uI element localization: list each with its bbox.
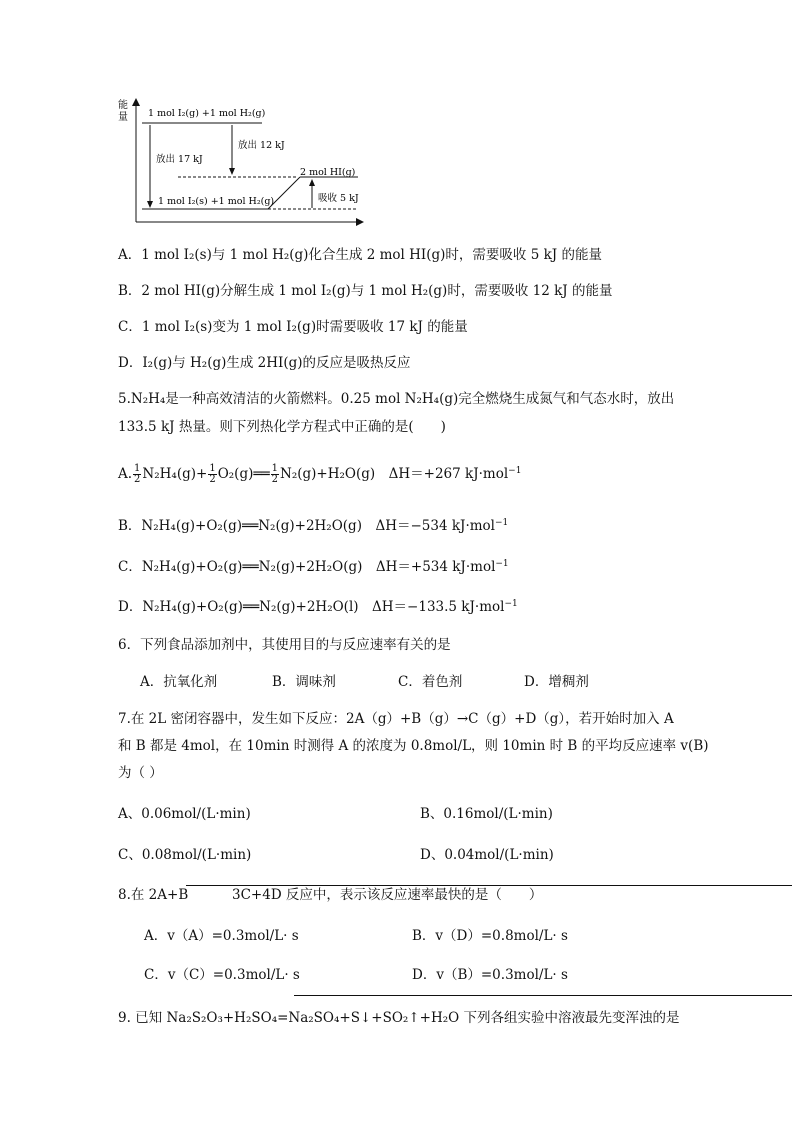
q4-option-c: C．1 mol I₂(s)变为 1 mol I₂(g)时需要吸收 17 kJ 的能量	[118, 319, 468, 335]
frac-numerator: 1	[271, 463, 278, 474]
q5-option-b	[118, 514, 508, 535]
frac-numerator: 1	[209, 463, 216, 474]
q7-option-d: D、0.04mol/(L·min)	[420, 847, 554, 863]
q6-option-a: A．抗氧化剂	[140, 674, 218, 690]
q5-stem-line1: 5.N₂H₄是一种高效清洁的火箭燃料。0.25 mol N₂H₄(g)完全燃烧生成氮气和气态水时，放出	[118, 391, 675, 407]
q7-stem-line2: 和 B 都是 4mol，在 10min 时测得 A 的浓度为 0.8mol/L，则 10min 时 B 的平均反应速率 v(B)	[118, 738, 709, 754]
q5-a-prefix: A.	[118, 466, 133, 482]
frac-denominator: 2	[209, 474, 216, 485]
q6-stem: 6．下列食品添加剂中，其使用目的与反应速率有关的是	[118, 637, 451, 653]
release12-label: 放出 12 kJ	[238, 140, 285, 151]
q5-a-exponent: −1	[508, 466, 522, 476]
q5-option-d	[118, 595, 518, 616]
q5-a-eq-part2: O₂(g)══	[217, 466, 270, 482]
fraction-half	[208, 464, 216, 485]
q5-a-eq-part3: N₂(g)+H₂O(g) ΔH＝+267 kJ·mol	[280, 466, 509, 482]
q8-option-d: D．v（B）=0.3mol/L· s	[412, 967, 568, 983]
q6-option-c: C．着色剂	[398, 674, 463, 690]
q9-stem: 9. 已知 Na₂S₂O₃+H₂SO₄=Na₂SO₄+S↓+SO₂↑+H₂O 下列各组实验中溶液最先变浑浊的是	[118, 1010, 680, 1026]
scan-rule-line	[294, 995, 792, 996]
energy-diagram	[112, 96, 372, 228]
release17-label: 放出 17 kJ	[156, 154, 203, 165]
q8-stem-part1: 8.在 2A+B	[118, 887, 189, 903]
q5-c-exponent: −1	[495, 559, 509, 569]
q4-option-d: D．I₂(g)与 H₂(g)生成 2HI(g)的反应是吸热反应	[118, 355, 411, 371]
q5-option-c	[118, 555, 509, 576]
q5-b-text: B．N₂H₄(g)+O₂(g)══N₂(g)+2H₂O(g) ΔH＝−534 kJ·mol	[118, 518, 495, 534]
q7-option-c: C、0.08mol/(L·min)	[118, 847, 252, 863]
fraction-half	[271, 464, 279, 485]
release17-arrow-head	[147, 201, 153, 208]
q5-stem-line2: 133.5 kJ 热量。则下列热化学方程式中正确的是( )	[118, 419, 446, 435]
frac-numerator: 1	[134, 463, 141, 474]
fraction-half	[133, 464, 141, 485]
q4-option-a: A．1 mol I₂(s)与 1 mol H₂(g)化合生成 2 mol HI(g)时，需要吸收 5 kJ 的能量	[118, 247, 602, 263]
q7-stem-line1: 7.在 2L 密闭容器中，发生如下反应：2A（g）+B（g）→C（g）+D（g），若开始时加入 A	[118, 711, 674, 727]
frac-denominator: 2	[271, 474, 278, 485]
q5-a-eq-part1: N₂H₄(g)+	[142, 466, 208, 482]
q4-option-b: B．2 mol HI(g)分解生成 1 mol I₂(g)与 1 mol H₂(g)时，需要吸收 12 kJ 的能量	[118, 283, 613, 299]
x-axis-arrow	[356, 218, 364, 226]
y-axis-arrow	[132, 98, 140, 106]
frac-denominator: 2	[134, 474, 141, 485]
q8-option-c: C．v（C）=0.3mol/L· s	[144, 967, 300, 983]
q8-option-b: B．v（D）=0.8mol/L· s	[412, 928, 568, 944]
q8-stem-part2: 3C+4D 反应中，表示该反应速率最快的是（ ）	[232, 887, 543, 903]
transition-slope	[268, 177, 300, 209]
q5-d-text: D．N₂H₄(g)+O₂(g)══N₂(g)+2H₂O(l) ΔH＝−133.5 kJ·mol	[118, 599, 505, 615]
level-bottom-label: 1 mol I₂(s) +1 mol H₂(g)	[158, 196, 275, 207]
q5-b-exponent: −1	[494, 518, 509, 528]
absorb5-label: 吸收 5 kJ	[318, 193, 359, 204]
q8-option-a: A．v（A）=0.3mol/L· s	[144, 928, 299, 944]
diagram-ylabel-2: 量	[118, 112, 128, 123]
q5-d-exponent: −1	[504, 599, 518, 609]
absorb5-arrow-head	[309, 179, 315, 186]
level-top-label: 1 mol I₂(g) +1 mol H₂(g)	[148, 108, 266, 119]
q6-option-d: D．增稠剂	[524, 674, 589, 690]
hi-label: 2 mol HI(g)	[300, 167, 356, 178]
diagram-ylabel-1: 能	[118, 100, 128, 111]
q5-option-a	[118, 458, 521, 487]
release12-arrow-head	[229, 168, 235, 175]
q5-c-text: C．N₂H₄(g)+O₂(g)══N₂(g)+2H₂O(g) ΔH＝+534 kJ·mol	[118, 559, 496, 575]
q6-option-b: B．调味剂	[272, 674, 336, 690]
q7-option-b: B、0.16mol/(L·min)	[420, 806, 553, 822]
q7-stem-line3: 为（ ）	[118, 765, 163, 781]
q7-option-a: A、0.06mol/(L·min)	[118, 806, 251, 822]
